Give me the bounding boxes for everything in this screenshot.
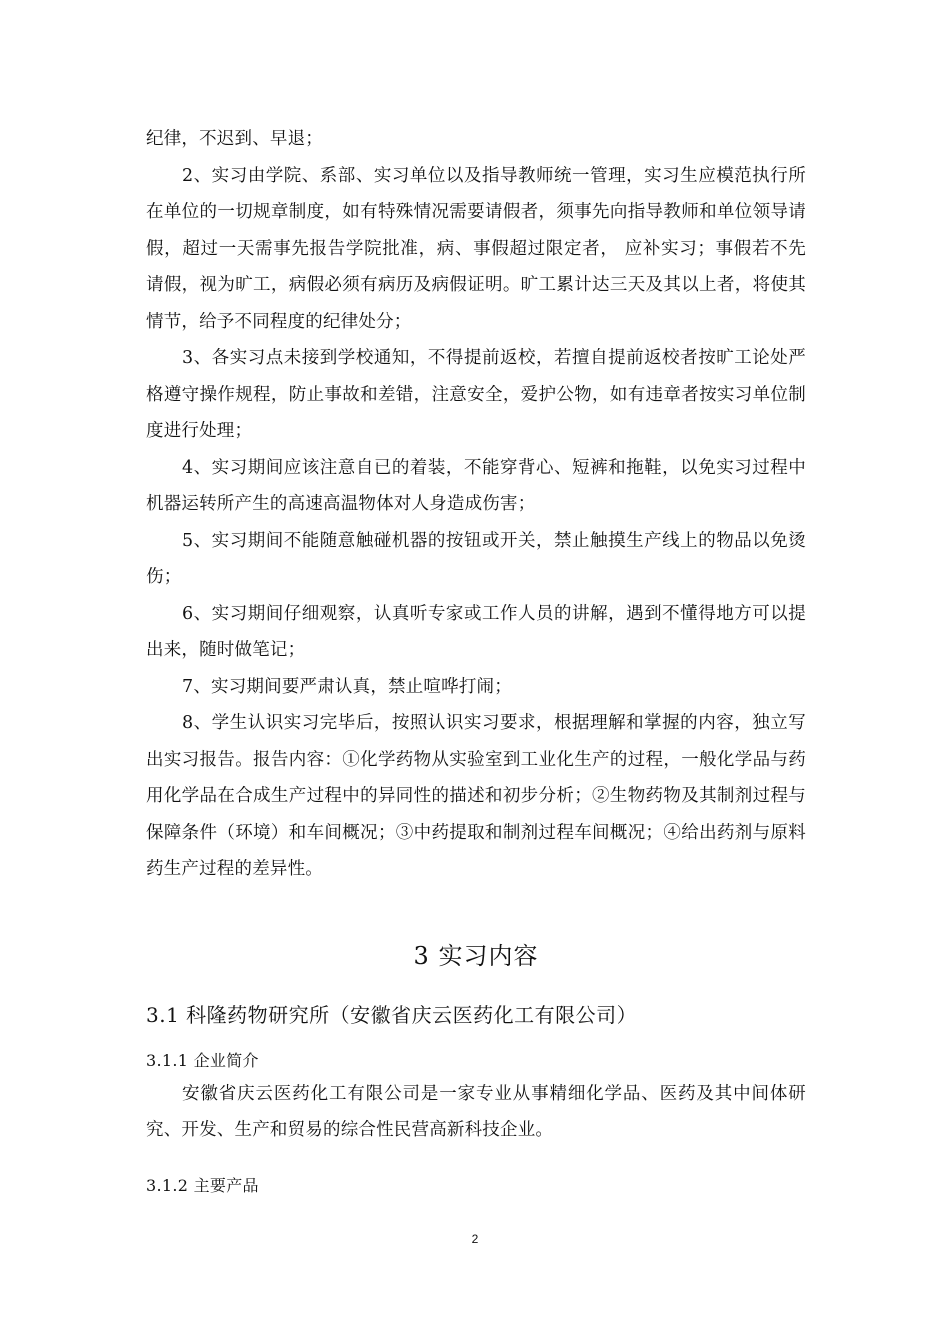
subsubsection-heading-company-intro: 3.1.1 企业简介 (146, 1050, 259, 1070)
rule-item-6: 6、实习期间仔细观察，认真听专家或工作人员的讲解，遇到不懂得地方可以提出来，随时做笔记； (146, 603, 806, 660)
subsection-heading: 3.1 科隆药物研究所（安徽省庆云医药化工有限公司） (146, 1002, 638, 1027)
rule-item-2: 2、实习由学院、系部、实习单位以及指导教师统一管理，实习生应模范执行所在单位的一切规章制度，如有特殊情况需要请假者，须事先向指导教师和单位领导请假，超过一天需事先报告学院批准，病、事假超过限定者， 应补实习；事假若不先请假，视为旷工，病假必须有病历及病假证明。旷工累计达三天及其以上者，将使其情节，给予不同程度的纪律处分； (146, 165, 806, 332)
rule-item-4: 4、实习期间应该注意自已的着装，不能穿背心、短裤和拖鞋，以免实习过程中机器运转所产生的高速高温物体对人身造成伤害； (146, 457, 806, 514)
rule-item-3: 3、各实习点未接到学校通知，不得提前返校，若擅自提前返校者按旷工论处严格遵守操作规程，防止事故和差错，注意安全，爱护公物，如有违章者按实习单位制度进行处理； (146, 348, 806, 441)
company-intro-paragraph: 安徽省庆云医药化工有限公司是一家专业从事精细化学品、医药及其中间体研究、开发、生产和贸易的综合性民营高新科技企业。 (146, 1083, 806, 1140)
rule-item-8: 8、学生认识实习完毕后，按照认识实习要求，根据理解和掌握的内容，独立写出实习报告。报告内容：①化学药物从实验室到工业化生产的过程，一般化学品与药用化学品在合成生产过程中的异同性的描述和初步分析；②生物药物及其制剂过程与保障条件（环境）和车间概况；③中药提取和制剂过程车间概况；④给出药剂与原料药生产过程的差异性。 (146, 713, 806, 879)
section-heading: 3 实习内容 (413, 941, 539, 970)
page-content (146, 121, 806, 1201)
rule-item-7: 7、实习期间要严肃认真，禁止喧哗打闹； (182, 676, 512, 697)
rule-item-5: 5、实习期间不能随意触碰机器的按钮或开关，禁止触摸生产线上的物品以免烫伤； (146, 530, 806, 587)
paragraph-continuation: 纪律，不迟到、早退； (146, 129, 323, 149)
subsubsection-heading-main-products: 3.1.2 主要产品 (146, 1175, 259, 1195)
page-number: 2 (471, 1232, 479, 1246)
